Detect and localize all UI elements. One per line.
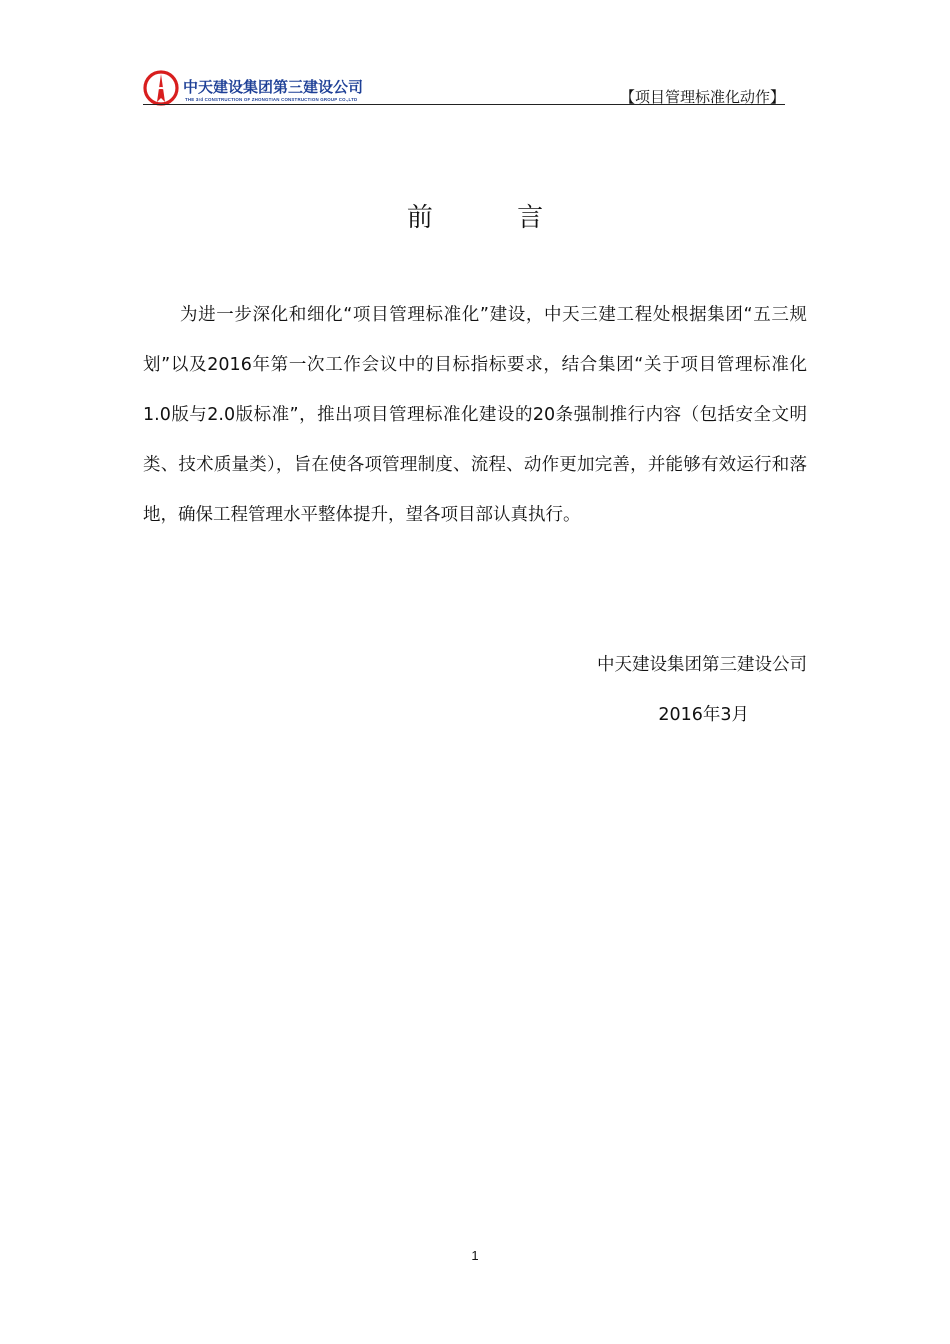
page-header	[143, 66, 785, 106]
preface-paragraph: 为进一步深化和细化“项目管理标准化”建设，中天三建工程处根据集团“五三规划”以及2016年第一次工作会议中的目标指标要求，结合集团“关于项目管理标准化1.0版与2.0版标准”，推出项目管理标准化建设的20条强制推行内容（包括安全文明类、技术质量类），旨在使各项管理制度、流程、动作更加完善，并能够有效运行和落地，确保工程管理水平整体提升，望各项目部认真执行。	[143, 305, 807, 525]
company-logo	[143, 70, 383, 106]
header-divider	[143, 104, 785, 105]
company-logo-icon	[143, 70, 179, 106]
page-title: 前 言	[406, 203, 582, 233]
signature-date: 2016年3月	[658, 705, 749, 725]
signature-block	[597, 640, 807, 740]
logo-text-en: THE 3rd CONSTRUCTION OF ZHONGTIAN CONSTRUCTION GROUP CO.,LTD	[185, 97, 358, 102]
logo-text-cn: 中天建设集团第三建设公司	[183, 78, 364, 96]
signature-organization: 中天建设集团第三建设公司	[597, 655, 807, 675]
section-tag: 【项目管理标准化动作】	[619, 88, 785, 106]
page-number: 1	[471, 1248, 479, 1263]
